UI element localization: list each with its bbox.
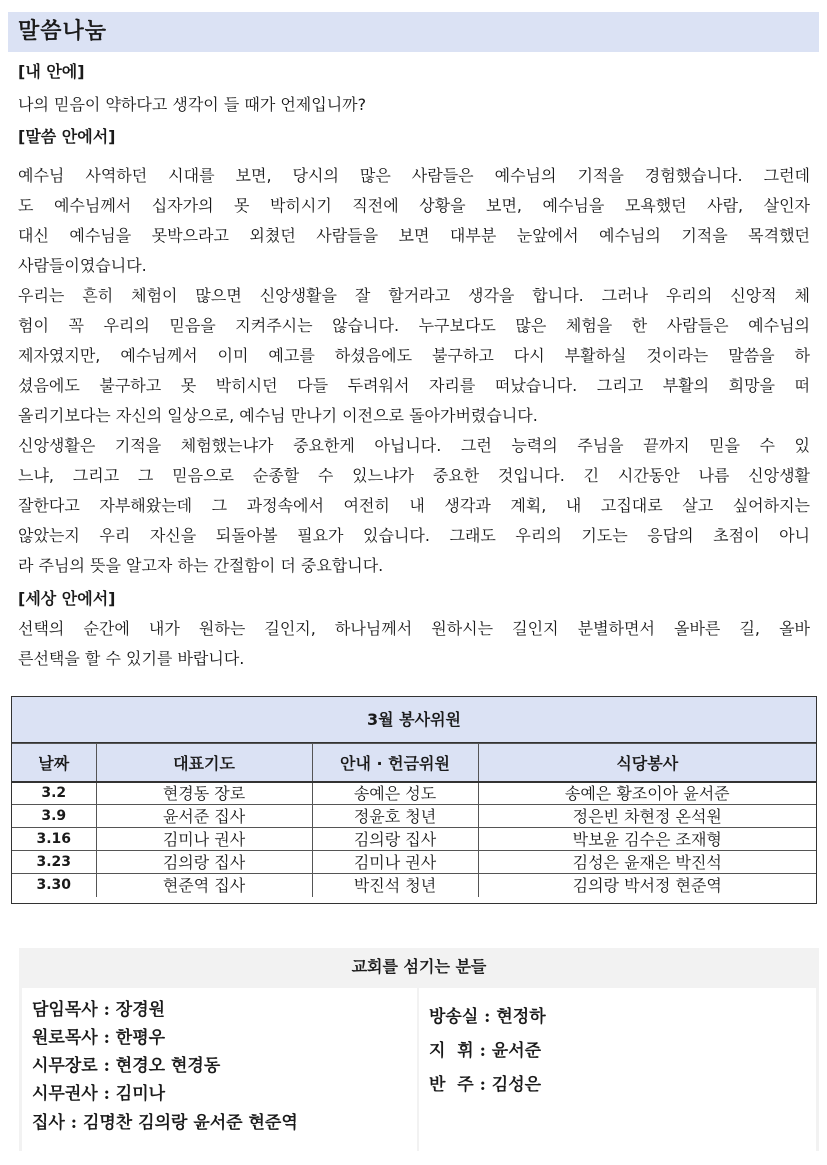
world-paragraph (18, 614, 810, 674)
sermon-paragraph-3 (18, 431, 810, 581)
column-header-usher: 안내 · 헌금위원 (312, 744, 478, 782)
text-line: 도 예수님께서 십자가의 못 박히시기 직전에 상황을 보면, 예수님을 모욕했던 사람, 살인자 (18, 196, 810, 215)
text-line: 사람들이였습니다. (18, 256, 147, 275)
text-line: 험이 꼭 우리의 믿음을 지켜주시는 않습니다. 누구보다도 많은 체험을 한 사람들은 예수님의 (18, 316, 810, 335)
table-row (12, 828, 816, 851)
page-title: 말씀나눔 (8, 12, 819, 52)
cell-prayer: 김의랑 집사 (96, 851, 312, 874)
service-schedule (12, 743, 816, 897)
cell-usher: 김미나 권사 (312, 851, 478, 874)
cell-usher: 송예은 성도 (312, 782, 478, 805)
minister-line: 원로목사 : 한평우 (32, 1028, 166, 1048)
minister-line: 시무장로 : 현경오 현경동 (32, 1056, 221, 1076)
sermon-paragraph-2 (18, 281, 810, 431)
sermon-paragraph-1 (18, 161, 810, 281)
minister-line: 집사 : 김명찬 김의랑 윤서준 현준역 (32, 1113, 298, 1133)
table-row (12, 782, 816, 805)
cell-prayer: 김미나 권사 (96, 828, 312, 851)
text-line: 신앙생활은 기적을 체험했는냐가 중요한게 아닙니다. 그런 능력의 주님을 끝까지 믿을 수 있 (18, 436, 810, 455)
table-row (12, 851, 816, 874)
table-header-row (12, 744, 816, 782)
column-header-date: 날짜 (12, 744, 96, 782)
text-line: 잘한다고 자부해왔는데 그 과정속에서 여전히 내 생각과 계획, 내 고집대로 살고 싶어하지는 (18, 496, 810, 515)
service-table-title: 3월 봉사위원 (12, 697, 816, 743)
section-label-word: [말씀 안에서] (18, 127, 116, 146)
service-table (11, 696, 817, 904)
cell-kitchen: 김의랑 박서정 현준역 (478, 874, 816, 897)
section-label-world: [세상 안에서] (18, 589, 116, 608)
column-header-prayer: 대표기도 (96, 744, 312, 782)
cell-prayer: 현경동 장로 (96, 782, 312, 805)
ministers-title: 교회를 섬기는 분들 (351, 957, 487, 976)
minister-line: 담임목사 : 장경원 (32, 1000, 166, 1020)
cell-kitchen: 박보윤 김수은 조재형 (478, 828, 816, 851)
minister-line: 방송실 : 현정하 (429, 1007, 546, 1027)
cell-prayer: 현준역 집사 (96, 874, 312, 897)
text-line: 른선택을 할 수 있기를 바랍니다. (18, 649, 245, 668)
column-header-kitchen: 식당봉사 (478, 744, 816, 782)
section-label-inner: [내 안에] (18, 62, 85, 81)
minister-line: 반 주 : 김성은 (429, 1075, 542, 1095)
cell-usher: 박진석 청년 (312, 874, 478, 897)
minister-line: 지 휘 : 윤서준 (429, 1041, 542, 1061)
cell-prayer: 윤서준 집사 (96, 805, 312, 828)
cell-kitchen: 정은빈 차현정 온석원 (478, 805, 816, 828)
text-line: 대신 예수님을 못박으라고 외쳤던 사람들을 보면 대부분 눈앞에서 예수님의 기적을 목격했던 (18, 226, 810, 245)
table-row (12, 874, 816, 897)
cell-date: 3.23 (12, 851, 96, 874)
cell-date: 3.9 (12, 805, 96, 828)
text-line: 예수님 사역하던 시대를 보면, 당시의 많은 사람들은 예수님의 기적을 경험했습니다. 그런데 (18, 166, 810, 185)
minister-line: 시무권사 : 김미나 (32, 1084, 166, 1104)
text-line: 셨음에도 불구하고 못 박히시던 다들 두려워서 자리를 떠났습니다. 그리고 부활의 희망을 떠 (18, 376, 810, 395)
text-line: 제자였지만, 예수님께서 이미 예고를 하셨음에도 불구하고 다시 부활하실 것이라는 말씀을 하 (18, 346, 810, 365)
table-row (12, 805, 816, 828)
reflection-question: 나의 믿음이 약하다고 생각이 들 때가 언제입니까? (18, 95, 367, 114)
cell-date: 3.16 (12, 828, 96, 851)
cell-kitchen: 김성은 윤재은 박진석 (478, 851, 816, 874)
ministers-box (19, 948, 819, 1151)
cell-date: 3.2 (12, 782, 96, 805)
cell-kitchen: 송예은 황조이아 윤서준 (478, 782, 816, 805)
text-line: 않았는지 우리 자신을 되돌아볼 필요가 있습니다. 그래도 우리의 기도는 응답의 초점이 아니 (18, 526, 810, 545)
text-line: 느냐, 그리고 그 믿음으로 순종할 수 있느냐가 중요한 것입니다. 긴 시간동안 나름 신앙생활 (18, 466, 810, 485)
cell-usher: 김의랑 집사 (312, 828, 478, 851)
text-line: 우리는 흔히 체험이 많으면 신앙생활을 잘 할거라고 생각을 합니다. 그러나 우리의 신앙적 체 (18, 286, 810, 305)
ministers-right-panel (419, 988, 819, 1151)
cell-usher: 정윤호 청년 (312, 805, 478, 828)
text-line: 올리기보다는 자신의 일상으로, 예수님 만나기 이전으로 돌아가버렸습니다. (18, 406, 538, 425)
text-line: 선택의 순간에 내가 원하는 길인지, 하나님께서 원하시는 길인지 분별하면서 올바른 길, 올바 (18, 619, 810, 638)
ministers-left-panel (19, 988, 417, 1151)
cell-date: 3.30 (12, 874, 96, 897)
text-line: 라 주님의 뜻을 알고자 하는 간절함이 더 중요합니다. (18, 556, 384, 575)
